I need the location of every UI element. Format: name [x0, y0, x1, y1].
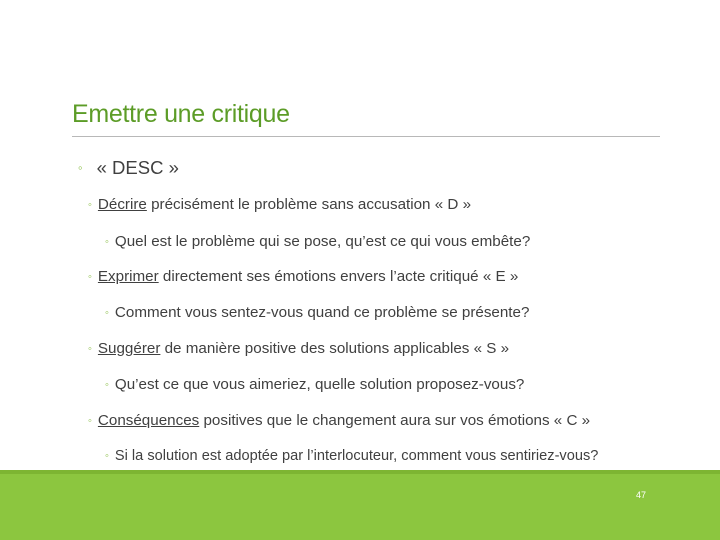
desc-heading-text: « DESC » — [96, 157, 179, 178]
footer-bar — [0, 470, 720, 540]
circle-bullet-icon: ◦ — [88, 271, 92, 283]
desc-heading — [78, 157, 179, 179]
page-number: 47 — [636, 490, 647, 500]
sub-item-text: Quel est le problème qui se pose, qu’est ce qui vous embête? — [114, 233, 531, 250]
circle-bullet-icon: ◦ — [88, 199, 92, 211]
sub-item-text: Qu’est ce que vous aimeriez, quelle solution proposez-vous? — [114, 376, 525, 393]
sub-item-exprimer — [105, 304, 529, 321]
circle-bullet-icon: ◦ — [78, 160, 83, 175]
item-keyword: Exprimer — [97, 268, 159, 285]
circle-bullet-icon: ◦ — [105, 450, 109, 462]
sub-item-text: Si la solution est adoptée par l’interlocuteur, comment vous sentiriez-vous? — [114, 448, 599, 464]
item-text: positives que le changement aura sur vos émotions « C » — [199, 412, 591, 429]
list-item-consequences — [88, 412, 590, 429]
footer-accent-line — [0, 470, 720, 474]
item-text: de manière positive des solutions applicables « S » — [160, 340, 510, 357]
item-keyword: Conséquences — [97, 412, 200, 429]
circle-bullet-icon: ◦ — [88, 415, 92, 427]
slide-title: Emettre une critique — [72, 100, 290, 128]
sub-item-text: Comment vous sentez-vous quand ce problème se présente? — [114, 304, 530, 321]
list-item-suggerer — [88, 340, 509, 357]
list-item-exprimer — [88, 268, 518, 285]
circle-bullet-icon: ◦ — [105, 236, 109, 248]
item-keyword: Suggérer — [97, 340, 161, 357]
circle-bullet-icon: ◦ — [88, 343, 92, 355]
item-text: directement ses émotions envers l’acte critiqué « E » — [158, 268, 519, 285]
list-item-decrire — [88, 196, 471, 213]
circle-bullet-icon: ◦ — [105, 379, 109, 391]
sub-item-decrire — [105, 233, 530, 250]
circle-bullet-icon: ◦ — [105, 307, 109, 319]
sub-item-consequences — [105, 448, 598, 464]
sub-item-suggerer — [105, 376, 524, 393]
item-keyword: Décrire — [97, 196, 147, 213]
item-text: précisément le problème sans accusation « D » — [146, 196, 472, 213]
title-divider — [72, 136, 660, 137]
